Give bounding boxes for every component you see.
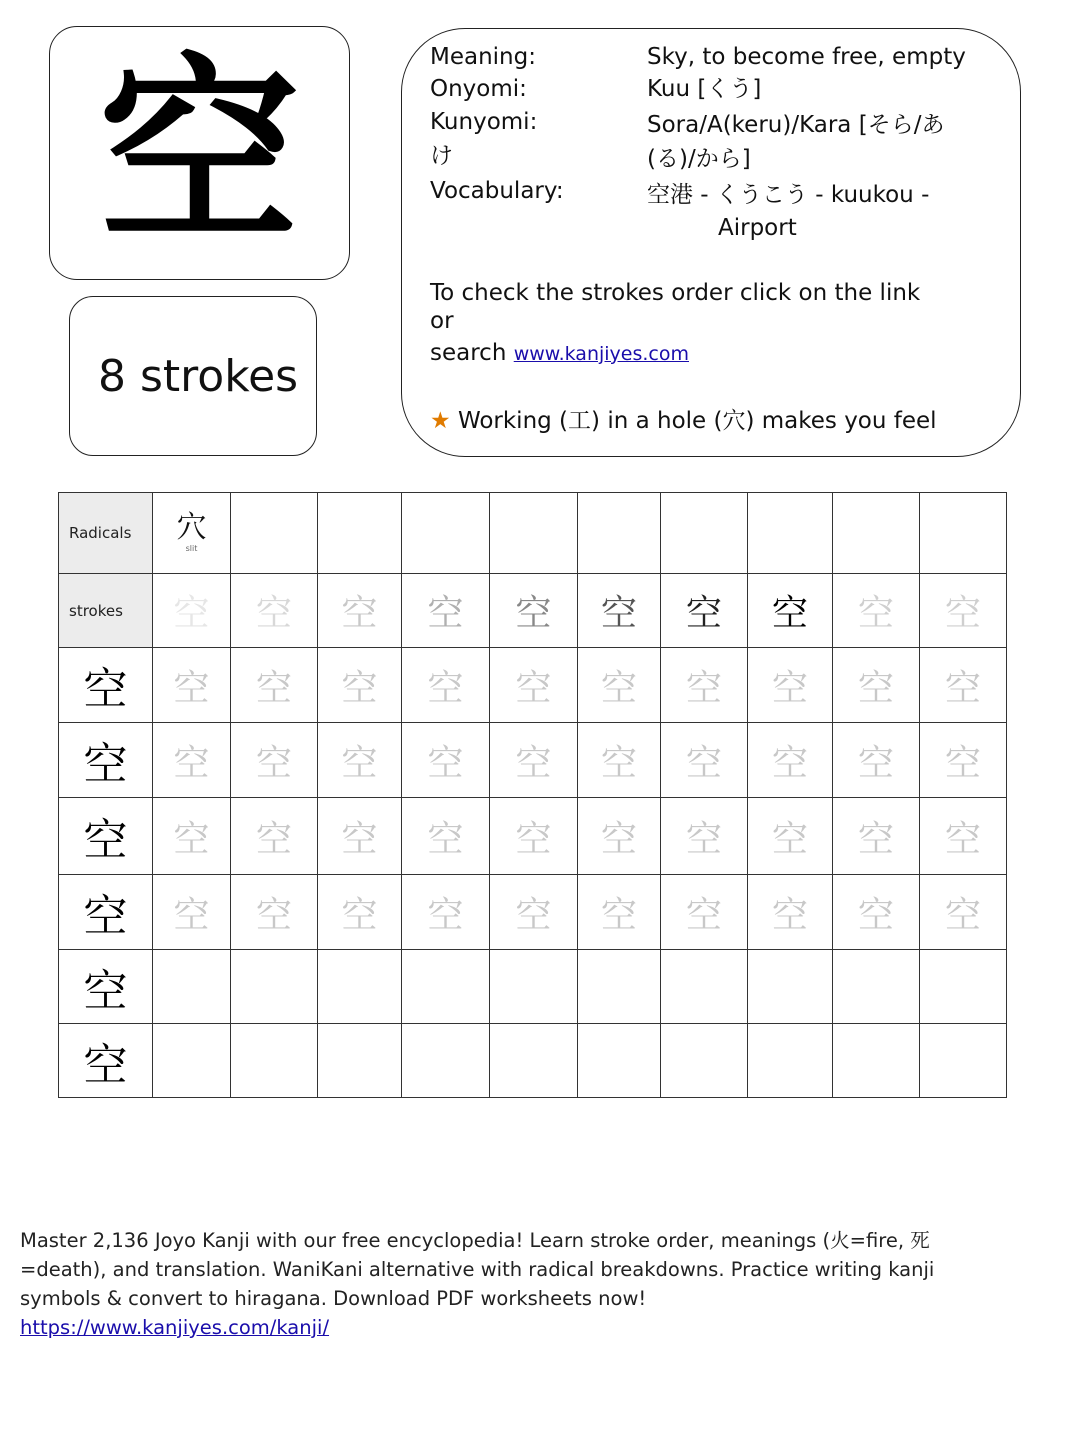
- practice-cell[interactable]: [231, 950, 318, 1024]
- practice-cell[interactable]: [748, 1024, 833, 1098]
- trace-kanji-cell[interactable]: 空: [402, 723, 490, 798]
- stroke-step-cell: 空: [748, 574, 833, 648]
- radicals-row: [59, 493, 1007, 574]
- stroke-count: 8 strokes: [98, 350, 299, 402]
- trace-kanji-cell[interactable]: 空: [920, 798, 1007, 875]
- trace-kanji-cell[interactable]: 空: [318, 798, 402, 875]
- stroke-step-cell: 空: [153, 574, 231, 648]
- trace-row: [59, 875, 1007, 950]
- model-kanji-cell: 空: [59, 723, 153, 798]
- practice-cell[interactable]: [578, 1024, 661, 1098]
- trace-kanji-cell[interactable]: 空: [402, 875, 490, 950]
- stroke-order-hint: To check the strokes order click on the link: [430, 280, 921, 306]
- meaning-value: Sky, to become free, empty: [647, 44, 966, 70]
- practice-cell[interactable]: [153, 1024, 231, 1098]
- trace-kanji-cell[interactable]: 空: [920, 875, 1007, 950]
- stroke-step-cell: 空: [661, 574, 748, 648]
- practice-cell[interactable]: [490, 1024, 578, 1098]
- trace-kanji-cell[interactable]: 空: [920, 723, 1007, 798]
- kanjiyes-link[interactable]: www.kanjiyes.com: [513, 343, 689, 365]
- practice-cell[interactable]: [920, 950, 1007, 1024]
- empty-cell: [920, 493, 1007, 574]
- kunyomi-value-line2: (る)/から]: [647, 146, 751, 172]
- trace-kanji-cell[interactable]: 空: [231, 648, 318, 723]
- meaning-label: Meaning:: [430, 44, 536, 70]
- practice-row: [59, 950, 1007, 1024]
- trace-kanji-cell[interactable]: 空: [833, 723, 920, 798]
- kunyomi-value-line1: Sora/A(keru)/Kara [そら/あ: [647, 112, 945, 138]
- practice-cell[interactable]: [231, 1024, 318, 1098]
- empty-cell: [318, 493, 402, 574]
- radical-meaning: slit: [185, 544, 198, 553]
- trace-kanji-cell[interactable]: 空: [490, 875, 578, 950]
- stroke-order-hint-or: or: [430, 308, 454, 334]
- empty-cell: [833, 493, 920, 574]
- practice-cell[interactable]: [833, 950, 920, 1024]
- trace-kanji-cell[interactable]: 空: [920, 648, 1007, 723]
- trace-kanji-cell[interactable]: 空: [231, 723, 318, 798]
- trace-kanji-cell[interactable]: 空: [833, 648, 920, 723]
- trace-row: [59, 723, 1007, 798]
- stroke-step-cell: 空: [578, 574, 661, 648]
- trace-row: [59, 648, 1007, 723]
- practice-cell[interactable]: [153, 950, 231, 1024]
- practice-cell[interactable]: [490, 950, 578, 1024]
- stroke-order-search: [430, 337, 689, 371]
- trace-kanji-cell[interactable]: 空: [153, 723, 231, 798]
- stroke-step-cell: 空: [402, 574, 490, 648]
- vocabulary-value-line1: 空港 - くうこう - kuukou -: [647, 182, 930, 208]
- empty-cell: [578, 493, 661, 574]
- practice-cell[interactable]: [318, 950, 402, 1024]
- kanji-card: [49, 26, 350, 280]
- trace-kanji-cell[interactable]: 空: [578, 723, 661, 798]
- trace-kanji-cell[interactable]: 空: [231, 798, 318, 875]
- trace-kanji-cell[interactable]: 空: [748, 723, 833, 798]
- mnemonic: [430, 405, 937, 438]
- stroke-step-cell: 空: [318, 574, 402, 648]
- empty-cell: [402, 493, 490, 574]
- vocabulary-label: Vocabulary:: [430, 178, 564, 204]
- practice-cell[interactable]: [833, 1024, 920, 1098]
- footer-link[interactable]: https://www.kanjiyes.com/kanji/: [20, 1316, 330, 1339]
- trace-kanji-cell[interactable]: 空: [153, 875, 231, 950]
- trace-kanji-cell[interactable]: 空: [661, 875, 748, 950]
- star-icon: ★: [430, 408, 451, 434]
- empty-cell: [231, 493, 318, 574]
- stroke-step-cell: 空: [490, 574, 578, 648]
- practice-cell[interactable]: [578, 950, 661, 1024]
- radicals-label: Radicals: [59, 493, 153, 574]
- mnemonic-text: Working (工) in a hole (穴) makes you feel: [457, 408, 937, 434]
- model-kanji-cell: 空: [59, 950, 153, 1024]
- strokes-label: strokes: [59, 574, 153, 648]
- trace-kanji-cell[interactable]: 空: [578, 875, 661, 950]
- trace-kanji-cell[interactable]: 空: [490, 648, 578, 723]
- practice-cell[interactable]: [661, 950, 748, 1024]
- trace-kanji-cell[interactable]: 空: [661, 798, 748, 875]
- trace-kanji-cell[interactable]: 空: [153, 648, 231, 723]
- stroke-step-cell: 空: [231, 574, 318, 648]
- info-card: [401, 28, 1021, 457]
- vocabulary-value-line2: Airport: [718, 215, 797, 241]
- practice-row: [59, 1024, 1007, 1098]
- stroke-step-cell: 空: [833, 574, 920, 648]
- practice-cell[interactable]: [402, 950, 490, 1024]
- trace-kanji-cell[interactable]: 空: [661, 723, 748, 798]
- empty-cell: [661, 493, 748, 574]
- model-kanji-cell: 空: [59, 1024, 153, 1098]
- trace-kanji-cell[interactable]: 空: [318, 648, 402, 723]
- onyomi-label: Onyomi:: [430, 76, 527, 102]
- trace-kanji-cell[interactable]: 空: [318, 723, 402, 798]
- trace-kanji-cell[interactable]: 空: [402, 648, 490, 723]
- model-kanji-cell: 空: [59, 875, 153, 950]
- footer: [20, 1226, 960, 1342]
- radical-cell: [153, 493, 231, 574]
- trace-kanji-cell[interactable]: 空: [748, 648, 833, 723]
- kanji-character: 空: [99, 35, 300, 270]
- kunyomi-label: Kunyomi:: [430, 109, 538, 135]
- practice-cell[interactable]: [318, 1024, 402, 1098]
- radical-char: 穴: [176, 510, 207, 545]
- footer-text: Master 2,136 Joyo Kanji with our free encyclopedia! Learn stroke order, meanings (火=fire, 死=death), and translation. WaniKani alternative with radical breakdowns. Practice writing kanji symbols & convert to hiragana. Download PDF worksheets now!: [20, 1229, 935, 1310]
- trace-kanji-cell[interactable]: 空: [318, 875, 402, 950]
- trace-kanji-cell[interactable]: 空: [578, 798, 661, 875]
- trace-kanji-cell[interactable]: 空: [490, 723, 578, 798]
- practice-cell[interactable]: [661, 1024, 748, 1098]
- practice-cell[interactable]: [920, 1024, 1007, 1098]
- trace-kanji-cell[interactable]: 空: [748, 798, 833, 875]
- stroke-count-card: [69, 296, 317, 456]
- trace-kanji-cell[interactable]: 空: [661, 648, 748, 723]
- stroke-order-row: [59, 574, 1007, 648]
- trace-kanji-cell[interactable]: 空: [833, 875, 920, 950]
- trace-kanji-cell[interactable]: 空: [402, 798, 490, 875]
- practice-cell[interactable]: [748, 950, 833, 1024]
- onyomi-value: Kuu [くう]: [647, 76, 762, 102]
- trace-row: [59, 798, 1007, 875]
- model-kanji-cell: 空: [59, 648, 153, 723]
- stroke-step-cell: 空: [920, 574, 1007, 648]
- trace-kanji-cell[interactable]: 空: [231, 875, 318, 950]
- model-kanji-cell: 空: [59, 798, 153, 875]
- trace-kanji-cell[interactable]: 空: [490, 798, 578, 875]
- kunyomi-label-continued: け: [430, 143, 453, 169]
- trace-kanji-cell[interactable]: 空: [153, 798, 231, 875]
- empty-cell: [748, 493, 833, 574]
- search-text: search: [430, 340, 507, 366]
- empty-cell: [490, 493, 578, 574]
- practice-grid: [58, 492, 1007, 1098]
- practice-cell[interactable]: [402, 1024, 490, 1098]
- trace-kanji-cell[interactable]: 空: [578, 648, 661, 723]
- trace-kanji-cell[interactable]: 空: [833, 798, 920, 875]
- trace-kanji-cell[interactable]: 空: [748, 875, 833, 950]
